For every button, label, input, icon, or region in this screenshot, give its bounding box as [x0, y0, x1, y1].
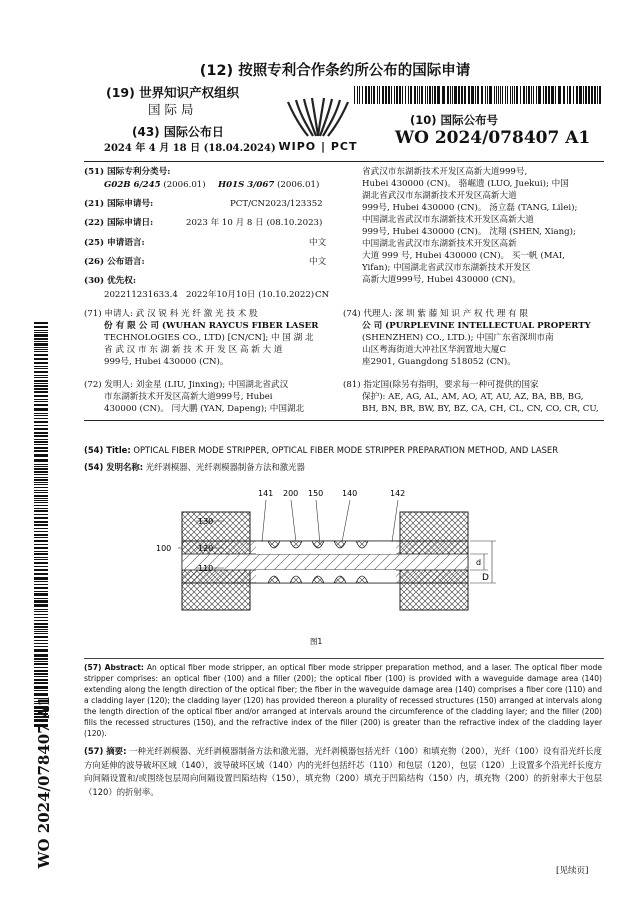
inventors-line9: Yifan); 中国湖北省武汉市东湖新技术开发区	[362, 263, 531, 273]
barcode-bar	[34, 679, 48, 681]
field-72-line1: (72) 发明人: 刘金星 (LIU, Jinxing); 中国湖北省武汉	[84, 380, 289, 390]
field-71-line5: 999号, Hubei 430000 (CN)。	[104, 357, 229, 367]
label-150: 150	[308, 489, 324, 498]
barcode-bar	[34, 492, 48, 493]
barcode-bar	[458, 86, 460, 104]
inventors-line10: 高新大道999号, Hubei 430000 (CN)。	[362, 275, 521, 285]
inventors-line8: 大道 999 号, Hubei 430000 (CN)。 买一帆 (MAI,	[362, 251, 565, 261]
barcode-bar	[591, 86, 593, 104]
abstract-english-label: (57) Abstract:	[84, 663, 144, 672]
field-51-code-b	[218, 180, 319, 192]
barcode-bar	[425, 86, 426, 104]
barcode-bar	[34, 676, 48, 677]
title-chinese	[84, 462, 305, 473]
publication-date-value: 2024 年 4 月 18 日 (18.04.2024)	[104, 143, 276, 154]
barcode-bar	[34, 510, 48, 512]
label-d: d	[476, 558, 482, 567]
barcode-bar	[555, 86, 556, 104]
barcode-bar	[34, 611, 48, 612]
barcode-bar	[34, 413, 48, 414]
barcode-bar	[34, 466, 48, 467]
barcode-bar	[34, 334, 48, 337]
barcode-bar	[34, 341, 48, 342]
field-71-line3: TECHNOLOGIES CO., LTD) [CN/CN]; 中 国 湖 北	[104, 333, 314, 343]
barcode-bar	[34, 479, 48, 481]
field-81-line2: 保护): AE, AG, AL, AM, AO, AT, AU, AZ, BA, BB, BG,	[362, 392, 584, 402]
organization-bureau: 国 际 局	[148, 102, 194, 117]
barcode-bar	[34, 498, 48, 499]
barcode-bar	[34, 577, 48, 580]
barcode-bar	[34, 428, 48, 430]
biblio-divider	[84, 420, 604, 421]
barcode-bar	[34, 661, 48, 662]
ipc-code-b: H01S 3/067	[218, 180, 275, 190]
field-71-line1: (71) 申请人: 武 汉 锐 科 光 纤 激 光 技 术 股	[84, 309, 258, 319]
wipo-logo	[266, 96, 370, 154]
barcode-bar	[34, 482, 48, 483]
barcode-bar	[34, 490, 48, 491]
barcode-bar	[34, 544, 48, 545]
barcode-bar	[34, 351, 48, 352]
title-english	[84, 445, 614, 456]
barcode-bar	[34, 347, 48, 348]
field-71-line2: 份 有 限 公 司 (WUHAN RAYCUS FIBER LASER	[104, 321, 319, 331]
barcode-bar	[597, 86, 598, 104]
barcode-bar	[34, 399, 48, 400]
barcode-bar	[34, 673, 48, 675]
barcode-bar	[34, 362, 48, 364]
barcode-bar	[485, 86, 486, 104]
barcode-bar	[34, 349, 48, 350]
barcode-bar	[34, 617, 48, 618]
barcode-bar	[34, 500, 48, 501]
barcode-bar	[528, 86, 530, 104]
barcode-bar	[34, 377, 48, 378]
side-barcode	[34, 322, 48, 728]
barcode-bar	[421, 86, 423, 104]
barcode-bar	[34, 408, 48, 411]
label-142: 142	[390, 489, 406, 498]
barcode-bar	[34, 487, 48, 488]
barcode-bar	[34, 614, 48, 615]
barcode-bar	[34, 573, 48, 575]
barcode-bar	[487, 86, 488, 104]
inventors-line6: 999号, Hubei 430000 (CN)。 沈翔 (SHEN, Xiang);	[362, 227, 576, 237]
barcode-bar	[34, 450, 48, 452]
barcode-bar	[34, 521, 48, 523]
barcode-bar	[34, 439, 48, 440]
barcode-bar	[34, 658, 48, 660]
abstract-chinese-text: 一种光纤剥模器、光纤剥模器制备方法和激光器，光纤剥模器包括光纤（100）和填充物（200），光纤（100）设有沿光纤长度方向延伸的波导破坏区域（140），波导破坏区域（140）内的光纤包括纤芯（110）和包层（120），包层（120）上设置多个沿光纤长度方向间隔设置和/或围绕包层周向间隔设置凹陷结构（150），填充物（200）填充于凹陷结构（150）内，填充物（200）的折射率大于包层（120）的折射率。	[84, 746, 602, 797]
barcode-bar	[475, 86, 476, 104]
barcode-bar	[34, 600, 48, 603]
field-30-country: CN	[315, 290, 330, 300]
barcode-bar	[599, 86, 601, 104]
barcode-bar	[34, 620, 48, 621]
barcode-bar	[576, 86, 578, 104]
barcode-bar	[507, 86, 508, 104]
barcode-bar	[34, 366, 48, 367]
label-130: 130	[198, 517, 214, 526]
publication-number-label: (10) 国际公布号	[410, 113, 499, 127]
field-51-label: (51) 国际专利分类号:	[84, 167, 171, 177]
barcode-bar	[34, 471, 48, 473]
inventors-line3: 湖北省武汉市东湖新技术开发区高新大道	[362, 191, 517, 201]
barcode-bar	[34, 562, 48, 564]
field-74-line2: 公 司 (PURPLEVINE INTELLECTUAL PROPERTY	[362, 321, 591, 331]
barcode-bar	[34, 385, 48, 387]
barcode-bar	[34, 474, 48, 475]
barcode-bar	[569, 86, 571, 104]
barcode-bar	[34, 388, 48, 390]
barcode-bar	[34, 626, 48, 628]
barcode-bar	[34, 629, 48, 630]
barcode-bar	[34, 435, 48, 437]
barcode-bar	[34, 459, 48, 462]
barcode-bar	[419, 86, 420, 104]
barcode-bar	[34, 505, 48, 506]
barcode-bar	[526, 86, 527, 104]
barcode-bar	[34, 631, 48, 632]
barcode-bar	[399, 86, 401, 104]
barcode-bar	[498, 86, 499, 104]
title-chinese-text: 光纤剥模器、光纤剥模器制备方法和激光器	[145, 462, 305, 472]
barcode-bar	[442, 86, 445, 104]
barcode-bar	[34, 421, 48, 423]
barcode-bar	[382, 86, 384, 104]
barcode-bar	[396, 86, 398, 104]
barcode-bar	[34, 395, 48, 397]
barcode-bar	[543, 86, 544, 104]
barcode-bar	[452, 86, 453, 104]
figure-divider	[84, 658, 604, 659]
abstract-english-text: An optical fiber mode stripper, an optical fiber mode stripper preparation method, and a laser. The optical fiber mode stripper comprises: an optical fiber (100) and a filler (200); the optical fiber (100) is provided with a waveguide damage area (140) extending along the length direction of the optical fiber; the fiber in the waveguide damage area (140) comprises a fiber core (110) and a cladding layer (120); the cladding layer (120) has provided thereon a plurality of recessed structures (150) arranged at intervals along the length direction of the optical fiber and/or arranged at intervals around the circumference of the cladding layer; and the filler (200) fills the recessed structures (150), and the refractive index of the filler (200) is greater than the refractive index of the cladding layer (120).	[84, 663, 602, 739]
abstract-chinese	[84, 745, 602, 799]
continued-note: [见续页]	[556, 866, 589, 876]
barcode-bar	[34, 495, 48, 497]
barcode-bar	[502, 86, 503, 104]
barcode-bar	[429, 86, 431, 104]
barcode-bar	[34, 354, 48, 356]
field-30-app-number: 202211231633.4	[104, 290, 178, 300]
barcode-bar	[34, 636, 48, 638]
barcode-bar	[464, 86, 466, 104]
barcode-bar	[34, 517, 48, 519]
barcode-bar	[34, 643, 48, 644]
barcode-bar	[34, 537, 48, 538]
barcode-bar	[34, 464, 48, 465]
field-25-value: 中文	[309, 238, 327, 248]
barcode-bar	[558, 86, 561, 104]
field-74-line1: (74) 代理人: 深 圳 紫 藤 知 识 产 权 代 理 有 限	[343, 309, 528, 319]
barcode-bar	[385, 86, 387, 104]
field-30-date: 2022年10月10日 (10.10.2022)	[186, 290, 315, 300]
barcode-bar	[34, 343, 48, 346]
barcode-bar	[454, 86, 457, 104]
figure-1	[156, 484, 500, 654]
barcode-bar	[402, 86, 403, 104]
barcode-bar	[468, 86, 470, 104]
barcode-bar	[417, 86, 418, 104]
field-26-label: (26) 公布语言:	[84, 257, 145, 267]
barcode-bar	[34, 391, 48, 393]
barcode-bar	[512, 86, 513, 104]
barcode-bar	[447, 86, 449, 104]
top-barcode	[354, 86, 602, 104]
field-81-line1: (81) 指定国(除另有指明，要求每一种可提供的国家	[343, 380, 539, 390]
label-200: 200	[283, 489, 299, 498]
organization-name: (19) 世界知识产权组织	[106, 85, 240, 100]
barcode-bar	[410, 86, 412, 104]
barcode-bar	[34, 569, 48, 571]
label-110: 110	[198, 564, 214, 573]
barcode-bar	[551, 86, 554, 104]
field-21-value: PCT/CN2023/123352	[230, 199, 323, 209]
barcode-bar	[34, 454, 48, 457]
label-100: 100	[156, 544, 172, 553]
barcode-bar	[34, 587, 48, 589]
field-25-label: (25) 申请语言:	[84, 238, 145, 248]
barcode-bar	[34, 441, 48, 443]
barcode-bar	[34, 447, 48, 449]
barcode-bar	[34, 415, 48, 416]
field-74-line3: (SHENZHEN) CO., LTD.); 中国广东省深圳市南	[362, 333, 554, 343]
ipc-code-a-date: (2006.01)	[163, 180, 206, 190]
field-21-label: (21) 国际申请号:	[84, 199, 154, 209]
barcode-bar	[34, 524, 48, 526]
document-title: (12) 按照专利合作条约所公布的国际申请	[199, 63, 471, 79]
barcode-bar	[434, 86, 436, 104]
barcode-bar	[471, 86, 474, 104]
barcode-bar	[34, 502, 48, 503]
barcode-bar	[408, 86, 409, 104]
barcode-bar	[34, 528, 48, 529]
barcode-bar	[34, 609, 48, 610]
barcode-bar	[34, 375, 48, 376]
barcode-bar	[573, 86, 574, 104]
barcode-bar	[34, 326, 48, 328]
barcode-bar	[34, 332, 48, 333]
barcode-bar	[34, 371, 48, 373]
barcode-bar	[34, 557, 48, 558]
barcode-bar	[34, 531, 48, 532]
barcode-bar	[34, 559, 48, 560]
barcode-bar	[34, 598, 48, 599]
barcode-bar	[567, 86, 568, 104]
barcode-bar	[34, 401, 48, 402]
publication-date-label: (43) 国际公布日	[132, 125, 224, 139]
wipo-emblem-icon	[266, 96, 370, 140]
barcode-bar	[371, 86, 372, 104]
barcode-bar	[34, 338, 48, 340]
side-publication-number: WO 2024/078407 A1	[34, 696, 53, 869]
field-22-value: 2023 年 10 月 8 日 (08.10.2023)	[186, 218, 323, 228]
barcode-bar	[34, 484, 48, 485]
barcode-bar	[34, 404, 48, 406]
header-divider	[84, 161, 604, 162]
barcode-bar	[34, 358, 48, 360]
barcode-bar	[538, 86, 541, 104]
barcode-bar	[505, 86, 506, 104]
barcode-bar	[34, 640, 48, 641]
barcode-bar	[579, 86, 582, 104]
inventors-line5: 中国湖北省武汉市东湖新技术开发区高新大道	[362, 215, 534, 225]
field-74-line4: 山区粤海街道大冲社区华润置地大厦C	[362, 345, 507, 355]
barcode-bar	[536, 86, 537, 104]
barcode-bar	[548, 86, 550, 104]
barcode-bar	[34, 322, 48, 324]
barcode-bar	[34, 368, 48, 369]
barcode-bar	[34, 534, 48, 536]
inventors-line2: Hubei 430000 (CN)。 骆崛遗 (LUO, Juekui); 中国	[362, 179, 569, 189]
barcode-bar	[494, 86, 495, 104]
barcode-bar	[34, 581, 48, 582]
field-81-line3: BH, BN, BR, BW, BY, BZ, CA, CH, CL, CN, CO, CR, CU,	[362, 404, 599, 414]
title-english-text: OPTICAL FIBER MODE STRIPPER, OPTICAL FIBER MODE STRIPPER PREPARATION METHOD, AND LASER	[133, 445, 559, 455]
inventors-line7: 中国湖北省武汉市东湖新技术开发区高新	[362, 239, 517, 249]
figure-caption: 图1	[310, 637, 323, 646]
ipc-code-b-date: (2006.01)	[277, 180, 320, 190]
barcode-bar	[594, 86, 596, 104]
label-140: 140	[342, 489, 358, 498]
barcode-bar	[34, 514, 48, 515]
barcode-bar	[34, 667, 48, 668]
barcode-bar	[34, 654, 48, 657]
barcode-bar	[510, 86, 511, 104]
barcode-bar	[34, 553, 48, 555]
barcode-bar	[583, 86, 584, 104]
barcode-bar	[585, 86, 587, 104]
barcode-bar	[588, 86, 590, 104]
barcode-bar	[414, 86, 416, 104]
field-72-line2: 市东湖新技术开发区高新大道999号, Hubei	[104, 392, 273, 402]
barcode-bar	[432, 86, 433, 104]
barcode-bar	[377, 86, 378, 104]
barcode-bar	[394, 86, 395, 104]
field-74-line5: 座2901, Guangdong 518052 (CN)。	[362, 357, 516, 367]
barcode-bar	[545, 86, 547, 104]
abstract-english	[84, 662, 602, 739]
barcode-bar	[373, 86, 375, 104]
barcode-bar	[437, 86, 440, 104]
barcode-bar	[520, 86, 521, 104]
barcode-bar	[379, 86, 380, 104]
barcode-bar	[531, 86, 532, 104]
barcode-bar	[405, 86, 406, 104]
barcode-bar	[450, 86, 451, 104]
publication-number-value: WO 2024/078407 A1	[395, 128, 591, 148]
field-26-value: 中文	[309, 257, 327, 267]
barcode-bar	[477, 86, 479, 104]
title-chinese-label: (54) 发明名称:	[84, 462, 144, 472]
barcode-bar	[34, 380, 48, 382]
barcode-bar	[34, 418, 48, 419]
barcode-bar	[563, 86, 565, 104]
barcode-bar	[34, 604, 48, 607]
field-30-label: (30) 优先权:	[84, 276, 137, 286]
barcode-bar	[34, 591, 48, 592]
barcode-bar	[34, 444, 48, 445]
field-51-code-a	[104, 180, 206, 192]
barcode-bar	[489, 86, 492, 104]
ipc-code-a: G02B 6/245	[104, 180, 161, 190]
barcode-bar	[533, 86, 534, 104]
barcode-bar	[34, 584, 48, 585]
barcode-bar	[34, 547, 48, 549]
abstract-chinese-label: (57) 摘要:	[84, 746, 127, 756]
label-D: D	[482, 573, 489, 583]
barcode-bar	[34, 383, 48, 384]
barcode-bar	[34, 566, 48, 567]
barcode-bar	[34, 593, 48, 596]
barcode-bar	[427, 86, 428, 104]
barcode-bar	[500, 86, 501, 104]
barcode-bar	[34, 432, 48, 434]
barcode-bar	[391, 86, 392, 104]
wipo-logo-text: WIPO | PCT	[278, 140, 358, 153]
barcode-bar	[34, 468, 48, 470]
title-english-label: (54) Title:	[84, 445, 131, 455]
barcode-bar	[34, 670, 48, 672]
barcode-bar	[34, 540, 48, 542]
barcode-bar	[34, 330, 48, 331]
barcode-bar	[496, 86, 497, 104]
barcode-bar	[34, 646, 48, 647]
barcode-bar	[34, 663, 48, 665]
field-71-line4: 省 武 汉 市 东 湖 新 技 术 开 发 区 高 新 大 道	[104, 345, 283, 355]
barcode-bar	[34, 623, 48, 625]
label-141: 141	[258, 489, 274, 498]
barcode-bar	[516, 86, 518, 104]
barcode-bar	[34, 508, 48, 509]
inventors-line4: 999号, Hubei 430000 (CN)。 汤立磊 (TANG, Lilei);	[362, 203, 578, 213]
barcode-bar	[34, 551, 48, 552]
barcode-bar	[34, 477, 48, 478]
barcode-bar	[514, 86, 515, 104]
barcode-bar	[481, 86, 483, 104]
inventors-line1: 省武汉市东湖新技术开发区高新大道999号,	[362, 167, 528, 177]
barcode-bar	[34, 425, 48, 426]
field-22-label: (22) 国际申请日:	[84, 218, 154, 228]
barcode-bar	[34, 633, 48, 634]
barcode-bar	[523, 86, 525, 104]
barcode-bar	[34, 649, 48, 652]
barcode-bar	[388, 86, 390, 104]
label-120: 120	[198, 544, 214, 553]
barcode-bar	[461, 86, 463, 104]
field-72-line3: 430000 (CN)。 闫大鹏 (YAN, Dapeng); 中国湖北	[104, 404, 305, 414]
